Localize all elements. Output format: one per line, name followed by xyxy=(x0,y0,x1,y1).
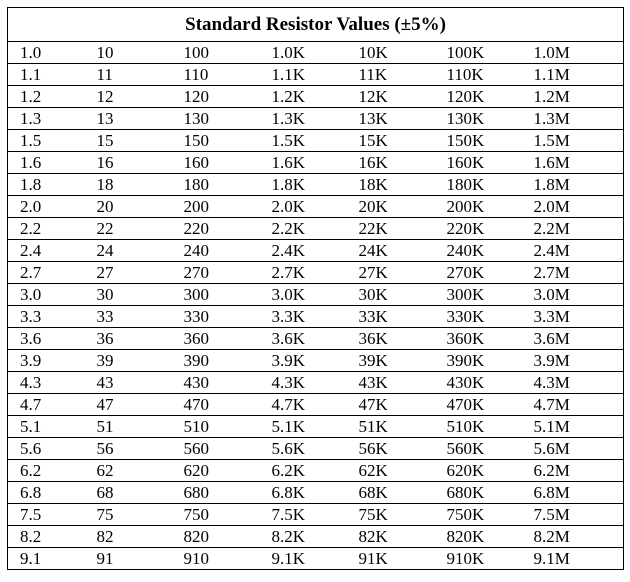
table-cell: 33 xyxy=(97,306,184,328)
table-cell: 3.3K xyxy=(272,306,359,328)
table-cell: 3.3 xyxy=(8,306,97,328)
table-cell: 750K xyxy=(447,504,534,526)
table-cell: 9.1M xyxy=(534,548,624,570)
table-cell: 4.7 xyxy=(8,394,97,416)
table-cell: 1.0M xyxy=(534,42,624,64)
table-cell: 300K xyxy=(447,284,534,306)
table-row xyxy=(8,108,624,130)
table-cell: 39 xyxy=(97,350,184,372)
table-row xyxy=(8,196,624,218)
table-cell: 240 xyxy=(184,240,272,262)
table-cell: 7.5K xyxy=(272,504,359,526)
table-cell: 91 xyxy=(97,548,184,570)
table-cell: 130K xyxy=(447,108,534,130)
table-cell: 22 xyxy=(97,218,184,240)
table-cell: 220 xyxy=(184,218,272,240)
table-cell: 680K xyxy=(447,482,534,504)
table-cell: 13 xyxy=(97,108,184,130)
table-cell: 150K xyxy=(447,130,534,152)
table-cell: 62K xyxy=(359,460,447,482)
table-cell: 39K xyxy=(359,350,447,372)
table-cell: 10 xyxy=(97,42,184,64)
table-cell: 1.6M xyxy=(534,152,624,174)
table-cell: 12 xyxy=(97,86,184,108)
table-cell: 2.0 xyxy=(8,196,97,218)
table-cell: 27K xyxy=(359,262,447,284)
table-cell: 1.3M xyxy=(534,108,624,130)
table-cell: 15K xyxy=(359,130,447,152)
table-cell: 2.2M xyxy=(534,218,624,240)
table-cell: 3.9K xyxy=(272,350,359,372)
table-row xyxy=(8,218,624,240)
table-cell: 68 xyxy=(97,482,184,504)
table-cell: 3.6 xyxy=(8,328,97,350)
table-cell: 15 xyxy=(97,130,184,152)
table-cell: 620 xyxy=(184,460,272,482)
table-row xyxy=(8,438,624,460)
table-cell: 110 xyxy=(184,64,272,86)
table-row xyxy=(8,328,624,350)
table-cell: 1.5M xyxy=(534,130,624,152)
table-cell: 160K xyxy=(447,152,534,174)
table-cell: 560K xyxy=(447,438,534,460)
table-cell: 1.8 xyxy=(8,174,97,196)
table-row xyxy=(8,306,624,328)
table-cell: 240K xyxy=(447,240,534,262)
table-cell: 68K xyxy=(359,482,447,504)
table-cell: 9.1 xyxy=(8,548,97,570)
table-cell: 13K xyxy=(359,108,447,130)
table-row xyxy=(8,372,624,394)
table-cell: 360K xyxy=(447,328,534,350)
table-cell: 7.5 xyxy=(8,504,97,526)
table-cell: 430K xyxy=(447,372,534,394)
table-cell: 1.0 xyxy=(8,42,97,64)
table-cell: 8.2K xyxy=(272,526,359,548)
table-cell: 1.8M xyxy=(534,174,624,196)
table-cell: 4.3K xyxy=(272,372,359,394)
table-cell: 200 xyxy=(184,196,272,218)
table-cell: 5.1M xyxy=(534,416,624,438)
table-row xyxy=(8,350,624,372)
table-cell: 7.5M xyxy=(534,504,624,526)
table-cell: 1.2K xyxy=(272,86,359,108)
table-cell: 2.7K xyxy=(272,262,359,284)
table-cell: 1.5K xyxy=(272,130,359,152)
table-cell: 150 xyxy=(184,130,272,152)
table-cell: 1.3K xyxy=(272,108,359,130)
table-cell: 1.0K xyxy=(272,42,359,64)
table-cell: 24 xyxy=(97,240,184,262)
table-cell: 470K xyxy=(447,394,534,416)
table-title-row xyxy=(8,8,624,42)
table-row xyxy=(8,64,624,86)
table-cell: 3.6M xyxy=(534,328,624,350)
table-cell: 1.5 xyxy=(8,130,97,152)
table-cell: 6.2M xyxy=(534,460,624,482)
table-cell: 3.0M xyxy=(534,284,624,306)
table-cell: 24K xyxy=(359,240,447,262)
table-cell: 330 xyxy=(184,306,272,328)
table-cell: 43K xyxy=(359,372,447,394)
table-cell: 10K xyxy=(359,42,447,64)
table-cell: 4.3 xyxy=(8,372,97,394)
table-cell: 22K xyxy=(359,218,447,240)
table-cell: 5.1K xyxy=(272,416,359,438)
table-cell: 5.1 xyxy=(8,416,97,438)
table-cell: 18K xyxy=(359,174,447,196)
table-row xyxy=(8,130,624,152)
table-cell: 3.3M xyxy=(534,306,624,328)
table-cell: 1.2 xyxy=(8,86,97,108)
table-cell: 680 xyxy=(184,482,272,504)
table-cell: 8.2 xyxy=(8,526,97,548)
table-cell: 1.3 xyxy=(8,108,97,130)
table-row xyxy=(8,174,624,196)
table-cell: 47K xyxy=(359,394,447,416)
table-cell: 910K xyxy=(447,548,534,570)
table-cell: 18 xyxy=(97,174,184,196)
table-cell: 62 xyxy=(97,460,184,482)
table-cell: 36K xyxy=(359,328,447,350)
table-cell: 430 xyxy=(184,372,272,394)
table-cell: 390K xyxy=(447,350,534,372)
table-cell: 6.8K xyxy=(272,482,359,504)
table-cell: 47 xyxy=(97,394,184,416)
table-row xyxy=(8,86,624,108)
table-cell: 75 xyxy=(97,504,184,526)
table-cell: 20K xyxy=(359,196,447,218)
table-row xyxy=(8,460,624,482)
table-cell: 220K xyxy=(447,218,534,240)
table-cell: 110K xyxy=(447,64,534,86)
table-cell: 6.8M xyxy=(534,482,624,504)
table-cell: 100K xyxy=(447,42,534,64)
table-cell: 1.6 xyxy=(8,152,97,174)
table-body xyxy=(8,42,624,570)
table-cell: 360 xyxy=(184,328,272,350)
table-cell: 82 xyxy=(97,526,184,548)
table-row xyxy=(8,240,624,262)
table-cell: 2.4M xyxy=(534,240,624,262)
table-cell: 5.6K xyxy=(272,438,359,460)
table-row xyxy=(8,262,624,284)
resistor-values-table xyxy=(7,7,624,570)
table-cell: 2.4 xyxy=(8,240,97,262)
table-row xyxy=(8,152,624,174)
table-cell: 750 xyxy=(184,504,272,526)
table-cell: 6.2K xyxy=(272,460,359,482)
table-cell: 8.2M xyxy=(534,526,624,548)
table-cell: 2.7 xyxy=(8,262,97,284)
table-row xyxy=(8,504,624,526)
table-cell: 20 xyxy=(97,196,184,218)
table-cell: 120 xyxy=(184,86,272,108)
table-cell: 36 xyxy=(97,328,184,350)
table-cell: 620K xyxy=(447,460,534,482)
table-row xyxy=(8,526,624,548)
table-cell: 3.9 xyxy=(8,350,97,372)
table-row xyxy=(8,42,624,64)
table-row xyxy=(8,416,624,438)
table-cell: 33K xyxy=(359,306,447,328)
table-cell: 4.3M xyxy=(534,372,624,394)
table-cell: 1.8K xyxy=(272,174,359,196)
table-cell: 5.6M xyxy=(534,438,624,460)
table-cell: 160 xyxy=(184,152,272,174)
table-cell: 9.1K xyxy=(272,548,359,570)
table-cell: 51K xyxy=(359,416,447,438)
table-cell: 91K xyxy=(359,548,447,570)
table-cell: 16 xyxy=(97,152,184,174)
table-cell: 1.1M xyxy=(534,64,624,86)
table-cell: 1.2M xyxy=(534,86,624,108)
table-cell: 300 xyxy=(184,284,272,306)
table-cell: 910 xyxy=(184,548,272,570)
table-row xyxy=(8,482,624,504)
table-cell: 120K xyxy=(447,86,534,108)
table-cell: 2.7M xyxy=(534,262,624,284)
table-cell: 1.1K xyxy=(272,64,359,86)
table-cell: 180 xyxy=(184,174,272,196)
table-cell: 82K xyxy=(359,526,447,548)
table-cell: 51 xyxy=(97,416,184,438)
table-cell: 390 xyxy=(184,350,272,372)
table-row xyxy=(8,548,624,570)
table-cell: 270K xyxy=(447,262,534,284)
table-cell: 3.0K xyxy=(272,284,359,306)
table-cell: 5.6 xyxy=(8,438,97,460)
table-cell: 3.0 xyxy=(8,284,97,306)
table-row xyxy=(8,284,624,306)
table-title: Standard Resistor Values (±5%) xyxy=(8,8,624,42)
table-cell: 11 xyxy=(97,64,184,86)
table-cell: 4.7M xyxy=(534,394,624,416)
table-cell: 27 xyxy=(97,262,184,284)
table-cell: 510K xyxy=(447,416,534,438)
table-cell: 1.1 xyxy=(8,64,97,86)
table-cell: 470 xyxy=(184,394,272,416)
table-cell: 100 xyxy=(184,42,272,64)
table-cell: 6.2 xyxy=(8,460,97,482)
table-cell: 56K xyxy=(359,438,447,460)
table-cell: 2.4K xyxy=(272,240,359,262)
table-cell: 11K xyxy=(359,64,447,86)
table-cell: 1.6K xyxy=(272,152,359,174)
table-cell: 2.0K xyxy=(272,196,359,218)
table-row xyxy=(8,394,624,416)
table-cell: 820K xyxy=(447,526,534,548)
table-cell: 330K xyxy=(447,306,534,328)
table-cell: 560 xyxy=(184,438,272,460)
table-cell: 270 xyxy=(184,262,272,284)
table-cell: 2.2 xyxy=(8,218,97,240)
table-cell: 30K xyxy=(359,284,447,306)
table-cell: 2.0M xyxy=(534,196,624,218)
table-cell: 130 xyxy=(184,108,272,130)
table-cell: 4.7K xyxy=(272,394,359,416)
table-cell: 6.8 xyxy=(8,482,97,504)
table-cell: 510 xyxy=(184,416,272,438)
table-cell: 30 xyxy=(97,284,184,306)
table-cell: 12K xyxy=(359,86,447,108)
table-cell: 56 xyxy=(97,438,184,460)
table-cell: 75K xyxy=(359,504,447,526)
table-cell: 3.6K xyxy=(272,328,359,350)
table-cell: 3.9M xyxy=(534,350,624,372)
table-cell: 180K xyxy=(447,174,534,196)
table-cell: 2.2K xyxy=(272,218,359,240)
table-cell: 820 xyxy=(184,526,272,548)
table-cell: 200K xyxy=(447,196,534,218)
table-cell: 16K xyxy=(359,152,447,174)
table-cell: 43 xyxy=(97,372,184,394)
